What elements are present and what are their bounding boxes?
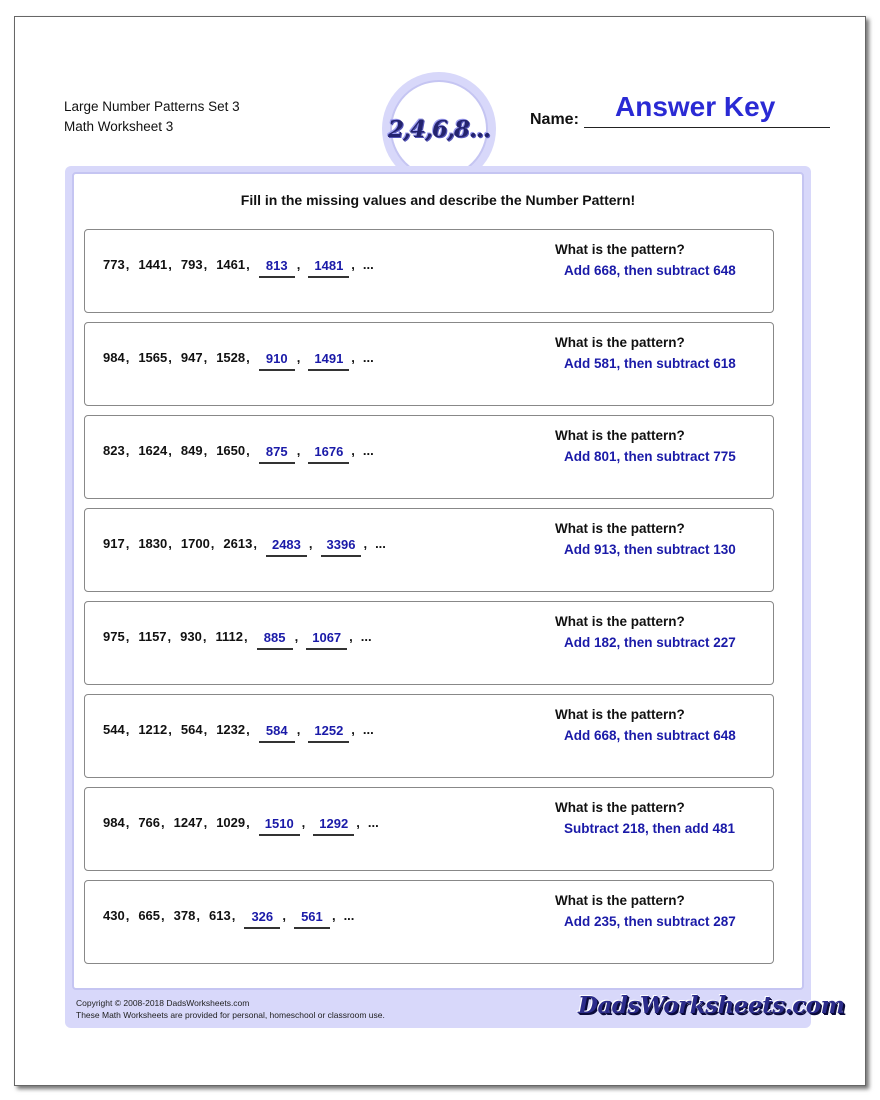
answer-blank[interactable]: 910 — [259, 351, 295, 371]
given-number: 930 — [180, 629, 202, 644]
given-number: 1157 — [138, 629, 167, 644]
instructions: Fill in the missing values and describe the Number Pattern! — [240, 192, 636, 208]
ellipsis: ... — [343, 908, 355, 923]
given-number: 378 — [173, 908, 196, 923]
pattern-answer: Add 913, then subtract 130 — [564, 542, 736, 557]
answer-blank[interactable]: 1510 — [259, 816, 300, 836]
footer-copyright — [76, 997, 385, 1021]
ellipsis: ... — [367, 815, 379, 830]
pattern-answer: Add 801, then subtract 775 — [564, 449, 736, 464]
answer-blank[interactable]: 1252 — [308, 723, 349, 743]
pattern-question: What is the pattern? — [555, 242, 685, 257]
number-sequence: 544 , 1212 , 564 , 1232 , 584 , 1252 , ... — [103, 722, 374, 737]
problem-box — [84, 415, 774, 499]
given-number: 975 — [103, 629, 125, 644]
answer-blank[interactable]: 1292 — [313, 816, 354, 836]
answer-blank[interactable]: 1481 — [308, 258, 349, 278]
answer-blank[interactable]: 813 — [259, 258, 295, 278]
worksheet-title: Large Number Patterns Set 3 — [64, 99, 240, 114]
pattern-question: What is the pattern? — [555, 614, 685, 629]
given-number: 544 — [103, 722, 125, 737]
given-number: 849 — [180, 443, 203, 458]
given-number: 1830 — [138, 536, 168, 551]
given-number: 1212 — [138, 722, 168, 737]
given-number: 984 — [103, 350, 125, 365]
number-sequence: 984 , 1565 , 947 , 1528 , 910 , 1491 , ... — [103, 350, 374, 365]
given-number: 1700 — [180, 536, 210, 551]
number-sequence: 975 , 1157 , 930 , 1112 , 885 , 1067 , ... — [103, 629, 372, 644]
given-number: 1565 — [138, 350, 168, 365]
pattern-question: What is the pattern? — [555, 521, 685, 536]
problem-box — [84, 880, 774, 964]
answer-blank[interactable]: 326 — [244, 909, 280, 929]
given-number: 766 — [138, 815, 161, 830]
pattern-question: What is the pattern? — [555, 707, 685, 722]
pattern-answer: Add 182, then subtract 227 — [564, 635, 736, 650]
number-sequence: 430 , 665 , 378 , 613 , 326 , 561 , ... — [103, 908, 354, 923]
problem-box — [84, 787, 774, 871]
pattern-answer: Add 235, then subtract 287 — [564, 914, 736, 929]
given-number: 613 — [208, 908, 231, 923]
answer-blank[interactable]: 885 — [257, 630, 293, 650]
given-number: 1528 — [216, 350, 246, 365]
given-number: 823 — [103, 443, 125, 458]
copyright-text: Copyright © 2008-2018 DadsWorksheets.com — [76, 998, 250, 1008]
ellipsis: ... — [362, 257, 374, 272]
ellipsis: ... — [360, 629, 372, 644]
ellipsis: ... — [362, 443, 374, 458]
name-label: Name: — [530, 111, 579, 128]
worksheet-title-block — [64, 97, 240, 137]
answer-key-heading: Answer Key — [615, 91, 776, 122]
given-number: 1650 — [216, 443, 246, 458]
given-number: 773 — [103, 257, 125, 272]
pattern-answer: Add 581, then subtract 618 — [564, 356, 736, 371]
given-number: 2613 — [223, 536, 253, 551]
pattern-question: What is the pattern? — [555, 800, 685, 815]
given-number: 1029 — [216, 815, 246, 830]
pattern-answer: Add 668, then subtract 648 — [564, 728, 736, 743]
pattern-question: What is the pattern? — [555, 428, 685, 443]
problem-box — [84, 322, 774, 406]
problem-box — [84, 601, 774, 685]
sequence-logo-text: 2,4,6,8... — [387, 115, 491, 143]
name-line — [584, 127, 830, 128]
given-number: 1247 — [173, 815, 203, 830]
pattern-answer: Add 668, then subtract 648 — [564, 263, 736, 278]
given-number: 564 — [180, 722, 203, 737]
problem-box — [84, 694, 774, 778]
pattern-answer: Subtract 218, then add 481 — [564, 821, 736, 836]
number-sequence: 823 , 1624 , 849 , 1650 , 875 , 1676 , ... — [103, 443, 374, 458]
answer-blank[interactable]: 1067 — [306, 630, 347, 650]
pattern-question: What is the pattern? — [555, 335, 685, 350]
answer-blank[interactable]: 584 — [259, 723, 295, 743]
pattern-question: What is the pattern? — [555, 893, 685, 908]
usage-note: These Math Worksheets are provided for personal, homeschool or classroom use. — [76, 1010, 385, 1020]
problem-box — [84, 508, 774, 592]
answer-blank[interactable]: 561 — [294, 909, 330, 929]
given-number: 1441 — [138, 257, 168, 272]
given-number: 947 — [180, 350, 203, 365]
given-number: 793 — [180, 257, 203, 272]
given-number: 1112 — [215, 629, 243, 644]
ellipsis: ... — [362, 722, 374, 737]
given-number: 1624 — [138, 443, 168, 458]
answer-blank[interactable]: 2483 — [266, 537, 307, 557]
ellipsis: ... — [375, 536, 386, 551]
given-number: 1232 — [216, 722, 246, 737]
answer-blank[interactable]: 1491 — [308, 351, 349, 371]
given-number: 1461 — [216, 257, 246, 272]
sequence-logo-inner — [387, 80, 491, 178]
answer-blank[interactable]: 875 — [259, 444, 295, 464]
given-number: 430 — [103, 908, 125, 923]
answer-blank[interactable]: 3396 — [321, 537, 362, 557]
number-sequence: 917 , 1830 , 1700 , 2613 , 2483 , 3396 , ... — [103, 536, 386, 551]
problem-box — [84, 229, 774, 313]
ellipsis: ... — [362, 350, 374, 365]
dadsworksheets-logo: DadsWorksheets.com — [578, 992, 845, 1019]
number-sequence: 773 , 1441 , 793 , 1461 , 813 , 1481 , ... — [103, 257, 374, 272]
worksheet-subtitle: Math Worksheet 3 — [64, 119, 174, 134]
given-number: 665 — [138, 908, 161, 923]
given-number: 917 — [103, 536, 125, 551]
number-sequence: 984 , 766 , 1247 , 1029 , 1510 , 1292 , ... — [103, 815, 379, 830]
answer-blank[interactable]: 1676 — [308, 444, 349, 464]
given-number: 984 — [103, 815, 125, 830]
